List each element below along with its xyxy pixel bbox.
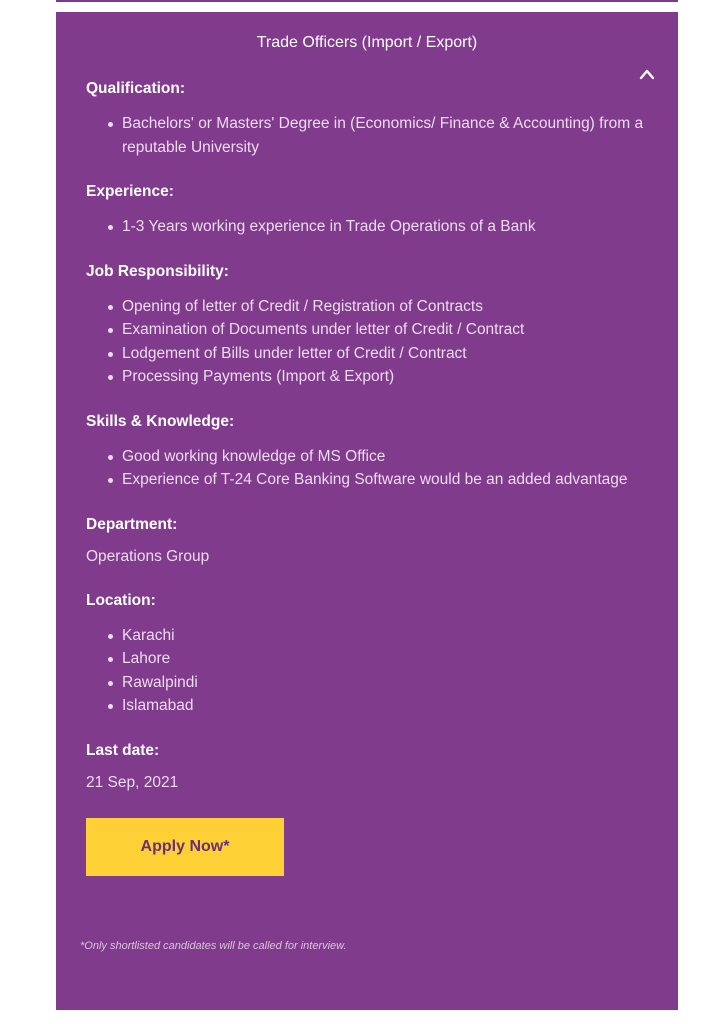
qualification-list <box>86 112 656 159</box>
department-value: Operations Group <box>86 547 210 565</box>
list-item: Rawalpindi <box>122 671 656 695</box>
location-heading: Location: <box>86 591 156 609</box>
skills-list <box>86 445 656 492</box>
list-item: 1-3 Years working experience in Trade Operations of a Bank <box>122 215 656 239</box>
last-date-value: 21 Sep, 2021 <box>86 773 179 791</box>
location-list <box>86 624 656 718</box>
responsibility-list <box>86 295 656 389</box>
list-item: Experience of T-24 Core Banking Software would be an added advantage <box>122 468 656 492</box>
last-date-heading: Last date: <box>86 741 160 759</box>
job-card <box>56 12 678 1010</box>
list-item: Islamabad <box>122 694 656 718</box>
list-item: Bachelors' or Masters' Degree in (Economics/ Finance & Accounting) from a reputable University <box>122 112 656 159</box>
apply-now-button[interactable]: Apply Now* <box>86 818 284 876</box>
job-title: Trade Officers (Import / Export) <box>256 34 478 51</box>
chevron-up-icon[interactable] <box>638 67 656 81</box>
qualification-heading: Qualification: <box>86 80 186 97</box>
experience-heading: Experience: <box>86 183 174 200</box>
list-item: Karachi <box>122 624 656 648</box>
experience-list <box>86 215 656 239</box>
shortlist-footnote: *Only shortlisted candidates will be called for interview. <box>80 940 347 952</box>
skills-heading: Skills & Knowledge: <box>86 412 235 430</box>
list-item: Lodgement of Bills under letter of Credit / Contract <box>122 342 656 366</box>
list-item: Lahore <box>122 647 656 671</box>
list-item: Processing Payments (Import & Export) <box>122 365 656 389</box>
list-item: Opening of letter of Credit / Registration of Contracts <box>122 295 656 319</box>
list-item: Good working knowledge of MS Office <box>122 445 656 469</box>
responsibility-heading: Job Responsibility: <box>86 262 229 280</box>
page-top-divider <box>56 0 678 2</box>
department-heading: Department: <box>86 515 178 533</box>
list-item: Examination of Documents under letter of Credit / Contract <box>122 318 656 342</box>
job-details <box>86 80 656 876</box>
